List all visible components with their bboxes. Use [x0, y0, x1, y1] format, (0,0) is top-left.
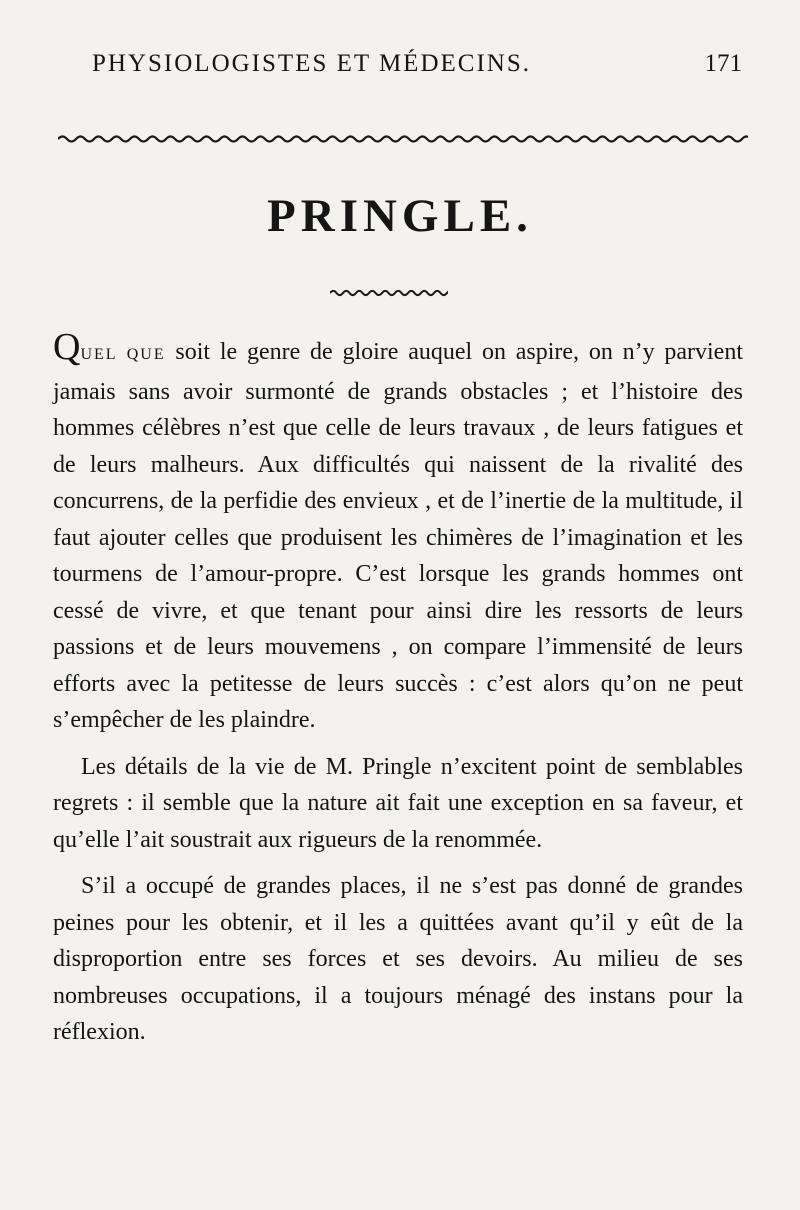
chapter-title: PRINGLE. [267, 190, 533, 242]
drop-cap: Q [53, 326, 81, 368]
ornamental-small-rule [330, 288, 448, 298]
page-number: 171 [704, 50, 742, 77]
paragraph-3: S’il a occupé de grandes places, il ne s’est pas donné de grandes peines pour les obtenir, et il les a quittées avant qu’il y eût de la disproportion entre ses forces et ses devoirs. Au milieu de ses nombreuses occupations, il a toujours ménagé des instans pour la réflexion. [53, 873, 743, 1045]
lead-small-caps: UEL QUE [80, 346, 166, 363]
paragraph-2: Les détails de la vie de M. Pringle n’excitent point de semblables regrets : il semble que la nature ait fait une exception en sa faveur, et qu’elle l’ait soustrait aux rigueurs de la renommée. [53, 753, 743, 853]
paragraph-1 [53, 326, 744, 739]
body-text [53, 326, 744, 1061]
paragraph-1-text: soit le genre de gloire auquel on aspire, on n’y parvient jamais sans avoir surmonté de grands obstacles ; et l’histoire des hommes célèbres n’est que celle de leurs travaux , de leurs fatigues et de leurs malheurs. Aux difficultés qui naissent de la rivalité des concurrens, de la perfidie des envieux , et de l’inertie de la multitude, il faut ajouter celles que produisent les chimères de l’imagination et les tourmens de l’amour-propre. C’est lorsque les grands hommes ont cessé de vivre, et que tenant pour ainsi dire les ressorts de leurs passions et de leurs mouvemens , on compare l’immensité de leurs efforts avec la petitesse de leurs succès : c’est alors qu’on ne peut s’empêcher de les plaindre. [53, 339, 744, 733]
ornamental-wavy-rule [58, 133, 748, 145]
running-title: PHYSIOLOGISTES ET MÉDECINS. [92, 50, 531, 77]
